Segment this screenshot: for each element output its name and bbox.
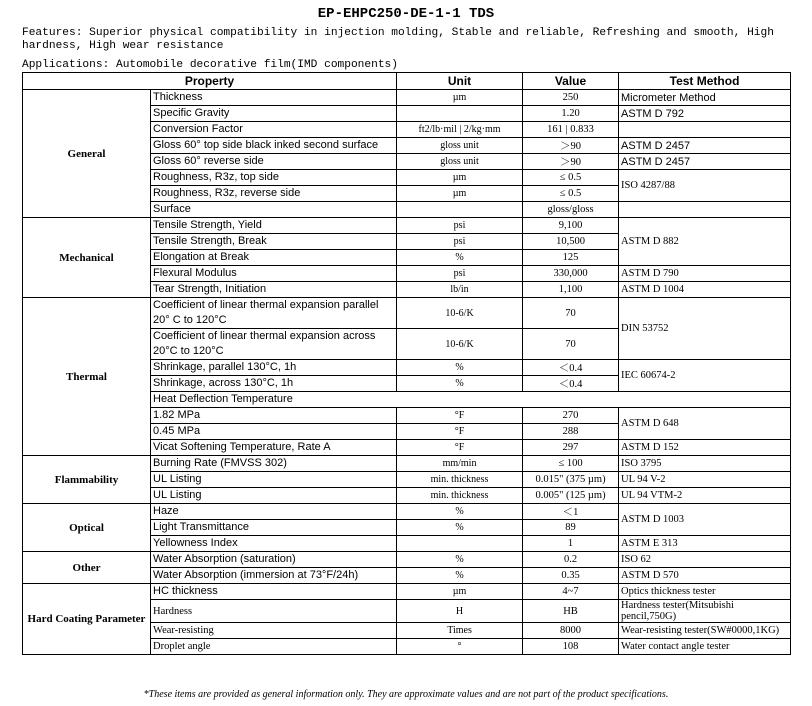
tds-table — [22, 72, 791, 655]
value-cell: 10,500 — [523, 234, 619, 250]
unit-cell: °F — [397, 424, 523, 440]
category-mechanical: Mechanical — [23, 218, 151, 298]
value-cell: ≤ 0.5 — [523, 186, 619, 202]
unit-cell: 10-6/K — [397, 298, 523, 329]
table-row — [23, 218, 791, 234]
category-optical: Optical — [23, 504, 151, 552]
unit-cell: psi — [397, 266, 523, 282]
value-cell: ＞90 — [523, 154, 619, 170]
value-cell: 4~7 — [523, 584, 619, 600]
test-method-cell: Optics thickness tester — [619, 584, 791, 600]
test-method-cell: Hardness tester(Mitsubishi pencil,750G) — [619, 600, 791, 623]
test-method-cell: ASTM D 792 — [619, 106, 791, 122]
unit-cell: min. thickness — [397, 488, 523, 504]
unit-cell — [397, 202, 523, 218]
value-cell: 330,000 — [523, 266, 619, 282]
table-row — [23, 90, 791, 106]
test-method-cell: ISO 3795 — [619, 456, 791, 472]
unit-cell — [397, 536, 523, 552]
document-title: EP-EHPC250-DE-1-1 TDS — [317, 6, 495, 22]
table-row — [23, 504, 791, 520]
test-method-cell: ISO 62 — [619, 552, 791, 568]
applications-text: Applications: Automobile decorative film(IMD components) — [22, 59, 398, 71]
test-method-cell — [619, 202, 791, 218]
property-cell: UL Listing — [151, 472, 397, 488]
category-other: Other — [23, 552, 151, 584]
unit-cell: % — [397, 360, 523, 376]
property-cell: Gloss 60° reverse side — [151, 154, 397, 170]
property-cell: Roughness, R3z, top side — [151, 170, 397, 186]
unit-cell: psi — [397, 218, 523, 234]
property-cell: Light Transmittance — [151, 520, 397, 536]
value-cell: 161 | 0.833 — [523, 122, 619, 138]
test-method-cell: ASTM D 2457 — [619, 138, 791, 154]
property-cell: Heat Deflection Temperature — [151, 392, 791, 408]
value-cell: 288 — [523, 424, 619, 440]
category-thermal: Thermal — [23, 298, 151, 456]
property-cell: Conversion Factor — [151, 122, 397, 138]
header-value: Value — [523, 73, 619, 90]
value-cell: 70 — [523, 298, 619, 329]
property-cell: Wear-resisting — [151, 623, 397, 639]
property-cell: UL Listing — [151, 488, 397, 504]
value-cell: 0.35 — [523, 568, 619, 584]
unit-cell: °F — [397, 408, 523, 424]
table-row — [23, 456, 791, 472]
test-method-cell: Wear-resisting tester(SW#0000,1KG) — [619, 623, 791, 639]
unit-cell: ft2/lb·mil | 2/kg·mm — [397, 122, 523, 138]
table-row — [23, 298, 791, 329]
category-flammability: Flammability — [23, 456, 151, 504]
test-method-cell: UL 94 V-2 — [619, 472, 791, 488]
unit-cell: °F — [397, 440, 523, 456]
unit-cell: % — [397, 250, 523, 266]
unit-cell: % — [397, 552, 523, 568]
unit-cell: ° — [397, 639, 523, 655]
property-cell: Coefficient of linear thermal expansion parallel 20° C to 120°C — [151, 298, 397, 329]
value-cell: 1 — [523, 536, 619, 552]
property-cell: Coefficient of linear thermal expansion across 20°C to 120°C — [151, 329, 397, 360]
value-cell: ＜0.4 — [523, 376, 619, 392]
unit-cell: µm — [397, 186, 523, 202]
value-cell: ＞90 — [523, 138, 619, 154]
test-method-cell: DIN 53752 — [619, 298, 791, 360]
property-cell: Shrinkage, parallel 130°C, 1h — [151, 360, 397, 376]
value-cell: ≤ 100 — [523, 456, 619, 472]
test-method-cell: UL 94 VTM-2 — [619, 488, 791, 504]
property-cell: Shrinkage, across 130°C, 1h — [151, 376, 397, 392]
property-cell: Surface — [151, 202, 397, 218]
test-method-cell: ASTM D 570 — [619, 568, 791, 584]
header-property: Property — [23, 73, 397, 90]
property-cell: Elongation at Break — [151, 250, 397, 266]
value-cell: 89 — [523, 520, 619, 536]
value-cell: 8000 — [523, 623, 619, 639]
property-cell: Flexural Modulus — [151, 266, 397, 282]
test-method-cell: ASTM D 648 — [619, 408, 791, 440]
value-cell: 1,100 — [523, 282, 619, 298]
property-cell: Hardness — [151, 600, 397, 623]
value-cell: ＜1 — [523, 504, 619, 520]
test-method-cell: ASTM D 1003 — [619, 504, 791, 536]
property-cell: Burning Rate (FMVSS 302) — [151, 456, 397, 472]
test-method-cell: ASTM D 2457 — [619, 154, 791, 170]
value-cell: 250 — [523, 90, 619, 106]
value-cell: 125 — [523, 250, 619, 266]
value-cell: ＜0.4 — [523, 360, 619, 376]
property-cell: Thickness — [151, 90, 397, 106]
header-unit: Unit — [397, 73, 523, 90]
property-cell: Tensile Strength, Break — [151, 234, 397, 250]
unit-cell: H — [397, 600, 523, 623]
value-cell: 297 — [523, 440, 619, 456]
unit-cell: gloss unit — [397, 154, 523, 170]
footnote: *These items are provided as general information only. They are approximate values and are not part of the product specifications. — [143, 689, 669, 700]
unit-cell: % — [397, 376, 523, 392]
property-cell: 1.82 MPa — [151, 408, 397, 424]
test-method-cell — [619, 122, 791, 138]
category-hard-coating: Hard Coating Parameter — [23, 584, 151, 655]
property-cell: Vicat Softening Temperature, Rate A — [151, 440, 397, 456]
test-method-cell: ASTM D 152 — [619, 440, 791, 456]
property-cell: Water Absorption (saturation) — [151, 552, 397, 568]
value-cell: 9,100 — [523, 218, 619, 234]
value-cell: HB — [523, 600, 619, 623]
category-general: General — [23, 90, 151, 218]
value-cell: 0.005" (125 µm) — [523, 488, 619, 504]
table-row — [23, 552, 791, 568]
unit-cell: % — [397, 568, 523, 584]
value-cell: 0.2 — [523, 552, 619, 568]
unit-cell: mm/min — [397, 456, 523, 472]
unit-cell: 10-6/K — [397, 329, 523, 360]
test-method-cell: Water contact angle tester — [619, 639, 791, 655]
property-cell: Gloss 60° top side black inked second surface — [151, 138, 397, 154]
property-cell: Tensile Strength, Yield — [151, 218, 397, 234]
unit-cell: µm — [397, 170, 523, 186]
unit-cell: lb/in — [397, 282, 523, 298]
property-cell: Droplet angle — [151, 639, 397, 655]
unit-cell: psi — [397, 234, 523, 250]
value-cell: 108 — [523, 639, 619, 655]
features-text: Features: Superior physical compatibility in injection molding, Stable and reliable, Refreshing and smooth, High hardness, High wear resistance — [22, 27, 774, 52]
document-meta — [22, 27, 792, 72]
unit-cell: % — [397, 504, 523, 520]
test-method-cell: Micrometer Method — [619, 90, 791, 106]
property-cell: Yellowness Index — [151, 536, 397, 552]
value-cell: 1.20 — [523, 106, 619, 122]
test-method-cell: ASTM E 313 — [619, 536, 791, 552]
test-method-cell: ASTM D 882 — [619, 218, 791, 266]
unit-cell: µm — [397, 90, 523, 106]
table-row — [23, 584, 791, 600]
property-cell: HC thickness — [151, 584, 397, 600]
header-test-method: Test Method — [619, 73, 791, 90]
value-cell: 70 — [523, 329, 619, 360]
test-method-cell: ASTM D 790 — [619, 266, 791, 282]
test-method-cell: ASTM D 1004 — [619, 282, 791, 298]
unit-cell: % — [397, 520, 523, 536]
value-cell: gloss/gloss — [523, 202, 619, 218]
property-cell: Tear Strength, Initiation — [151, 282, 397, 298]
property-cell: Roughness, R3z, reverse side — [151, 186, 397, 202]
unit-cell: min. thickness — [397, 472, 523, 488]
property-cell: Water Absorption (immersion at 73°F/24h) — [151, 568, 397, 584]
unit-cell: gloss unit — [397, 138, 523, 154]
test-method-cell: ISO 4287/88 — [619, 170, 791, 202]
unit-cell: µm — [397, 584, 523, 600]
property-cell: Haze — [151, 504, 397, 520]
header-row — [23, 73, 791, 90]
property-cell: Specific Gravity — [151, 106, 397, 122]
test-method-cell: IEC 60674-2 — [619, 360, 791, 392]
property-cell: 0.45 MPa — [151, 424, 397, 440]
value-cell: 0.015" (375 µm) — [523, 472, 619, 488]
value-cell: 270 — [523, 408, 619, 424]
value-cell: ≤ 0.5 — [523, 170, 619, 186]
unit-cell — [397, 106, 523, 122]
unit-cell: Times — [397, 623, 523, 639]
